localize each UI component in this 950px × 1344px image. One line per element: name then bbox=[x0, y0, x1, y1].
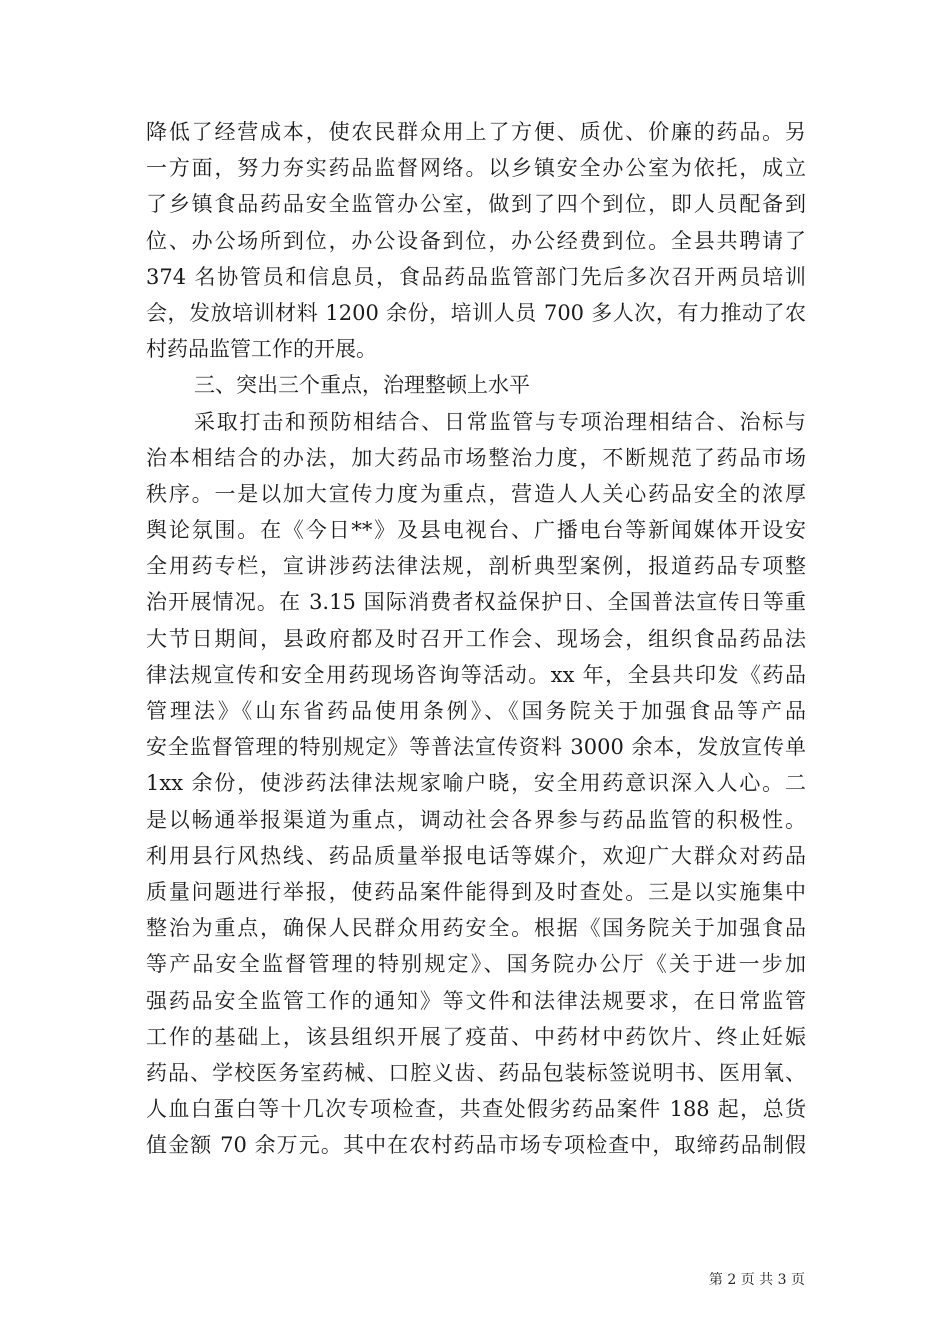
text-line: 等产品安全监督管理的特别规定》、国务院办公厅《关于进一步加 bbox=[146, 952, 806, 977]
text-line: 全用药专栏，宣讲涉药法律法规，剖析典型案例，报道药品专项整 bbox=[146, 554, 806, 579]
text-line: 治本相结合的办法，加大药品市场整治力度，不断规范了药品市场 bbox=[146, 445, 806, 470]
text-line: 降低了经营成本，使农民群众用上了方便、质优、价廉的药品。另 bbox=[146, 120, 806, 144]
text-line: 值金额 70 余万元。其中在农村药品市场专项检查中，取缔药品制假 bbox=[146, 1133, 806, 1158]
text-line: 大节日期间，县政府都及时召开工作会、现场会，组织食品药品法 bbox=[146, 626, 806, 651]
text-line: 治开展情况。在 3.15 国际消费者权益保护日、全国普法宣传日等重 bbox=[146, 590, 806, 615]
text-line: 采取打击和预防相结合、日常监管与专项治理相结合、治标与 bbox=[194, 409, 806, 434]
text-line: 律法规宣传和安全用药现场咨询等活动。xx 年，全县共印发《药品 bbox=[146, 662, 806, 687]
text-line: 安全监督管理的特别规定》等普法宣传资料 3000 余本，发放宣传单 bbox=[146, 735, 806, 760]
text-line: 秩序。一是以加大宣传力度为重点，营造人人关心药品安全的浓厚 bbox=[146, 481, 806, 506]
page-number-footer: 第 2 页 共 3 页 bbox=[708, 1272, 805, 1288]
text-line: 舆论氛围。在《今日**》及县电视台、广播电台等新闻媒体开设安 bbox=[146, 518, 806, 543]
text-line: 管理法》《山东省药品使用条例》、《国务院关于加强食品等产品 bbox=[146, 699, 806, 723]
text-line: 位、办公场所到位，办公设备到位，办公经费到位。全县共聘请了 bbox=[146, 228, 806, 253]
text-line: 强药品安全监管工作的通知》等文件和法律法规要求，在日常监管 bbox=[146, 988, 806, 1013]
text-line: 整治为重点，确保人民群众用药安全。根据《国务院关于加强食品 bbox=[146, 916, 806, 941]
text-line: 药品、学校医务室药械、口腔义齿、药品包装标签说明书、医用氧、 bbox=[146, 1060, 806, 1085]
text-line: 374 名协管员和信息员，食品药品监管部门先后多次召开两员培训 bbox=[146, 264, 806, 289]
text-line: 质量问题进行举报，使药品案件能得到及时查处。三是以实施集中 bbox=[146, 879, 806, 904]
text-line: 了乡镇食品药品安全监管办公室，做到了四个到位，即人员配备到 bbox=[146, 192, 806, 217]
text-line: 人血白蛋白等十几次专项检查，共查处假劣药品案件 188 起，总货 bbox=[146, 1097, 806, 1122]
text-line: 工作的基础上，该县组织开展了疫苗、中药材中药饮片、终止妊娠 bbox=[146, 1024, 806, 1049]
text-line: 一方面，努力夯实药品监督网络。以乡镇安全办公室为依托，成立 bbox=[146, 156, 806, 181]
text-line: 村药品监管工作的开展。 bbox=[146, 337, 377, 362]
text-line: 1xx 余份，使涉药法律法规家喻户晓，安全用药意识深入人心。二 bbox=[146, 771, 806, 796]
text-line: 会，发放培训材料 1200 余份，培训人员 700 多人次，有力推动了农 bbox=[146, 300, 806, 325]
text-line: 是以畅通举报渠道为重点，调动社会各界参与药品监管的积极性。 bbox=[146, 807, 806, 832]
section-heading: 三、突出三个重点，治理整顿上水平 bbox=[194, 373, 530, 398]
document-body bbox=[146, 114, 806, 1163]
text-line: 利用县行风热线、药品质量举报电话等媒介，欢迎广大群众对药品 bbox=[146, 843, 806, 868]
